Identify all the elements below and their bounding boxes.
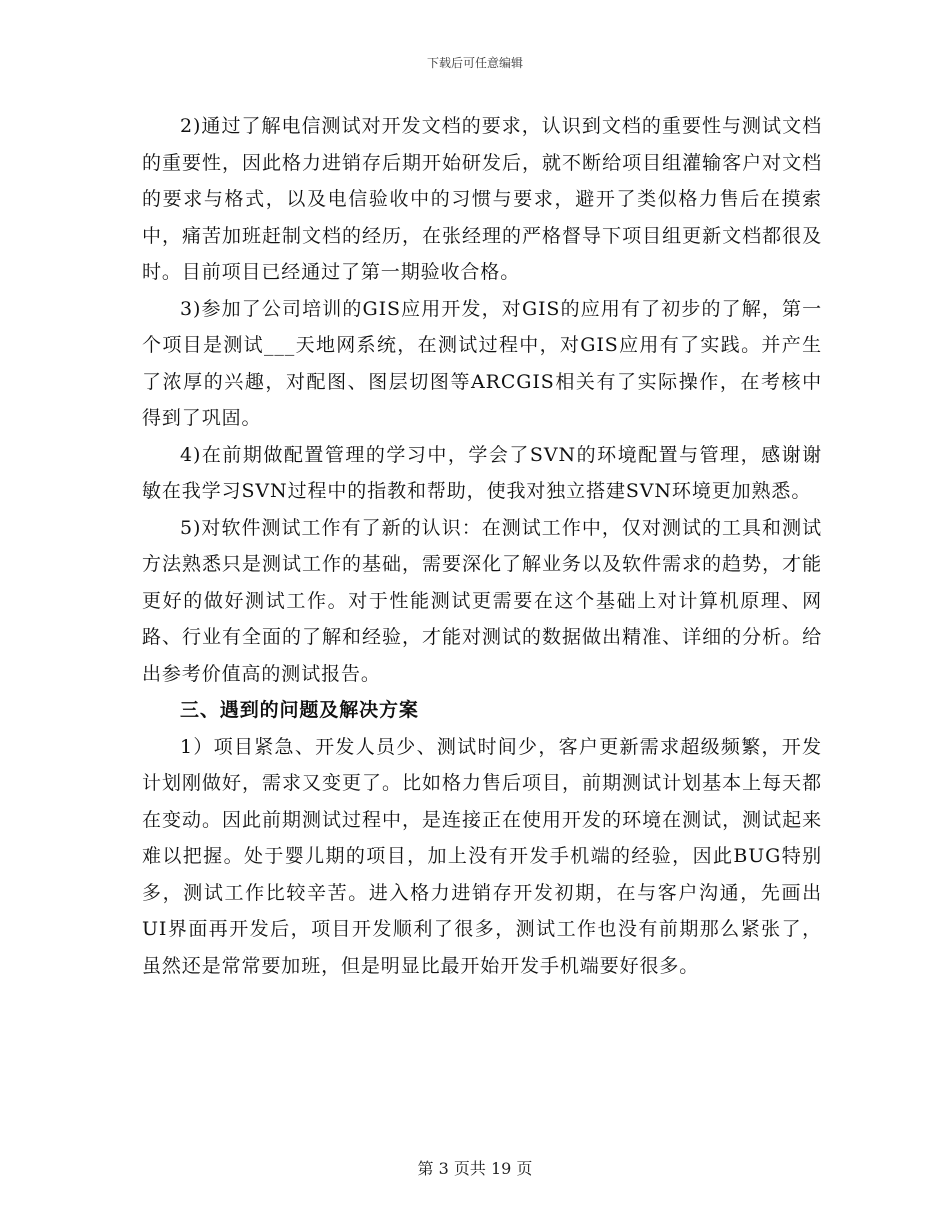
- page-header: 下载后可任意编辑: [426, 56, 523, 70]
- paragraph-item-5: 5)对软件测试工作有了新的认识：在测试工作中，仅对测试的工具和测试方法熟悉只是测试工作的基础，需要深化了解业务以及软件需求的趋势，才能更好的做好测试工作。对于性能测试更需要在这个基础上对计算机原理、网路、行业有全面的了解和经验，才能对测试的数据做出精准、详细的分析。给出参考价值高的测试报告。: [142, 516, 822, 685]
- paragraph-item-4: 4)在前期做配置管理的学习中，学会了SVN的环境配置与管理，感谢谢敏在我学习SVN过程中的指教和帮助，使我对独立搭建SVN环境更加熟悉。: [142, 443, 822, 502]
- paragraph-item-2: 2)通过了解电信测试对开发文档的要求，认识到文档的重要性与测试文档的重要性，因此格力进销存后期开始研发后，就不断给项目组灌输客户对文档的要求与格式，以及电信验收中的习惯与要求，避开了类似格力售后在摸索中，痛苦加班赶制文档的经历，在张经理的严格督导下项目组更新文档都很及时。目前项目已经通过了第一期验收合格。: [142, 115, 822, 283]
- document-body: [142, 108, 822, 984]
- paragraph-item-3: 3)参加了公司培训的GIS应用开发，对GIS的应用有了初步的了解，第一个项目是测试___天地网系统，在测试过程中，对GIS应用有了实践。并产生了浓厚的兴趣，对配图、图层切图等ARCGIS相关有了实际操作，在考核中得到了巩固。: [142, 297, 822, 429]
- page-footer: 第 3 页共 19 页: [417, 1159, 533, 1178]
- section-heading: 三、遇到的问题及解决方案: [180, 699, 419, 721]
- problem-paragraph-1: 1）项目紧急、开发人员少、测试时间少，客户更新需求超级频繁，开发计划刚做好，需求又变更了。比如格力售后项目，前期测试计划基本上每天都在变动。因此前期测试过程中，是连接正在使用开发的环境在测试，测试起来难以把握。处于婴儿期的项目，加上没有开发手机端的经验，因此BUG特别多，测试工作比较辛苦。进入格力进销存开发初期，在与客户沟通，先画出UI界面再开发后，项目开发顺利了很多，测试工作也没有前期那么紧张了，虽然还是常常要加班，但是明显比最开始开发手机端要好很多。: [142, 735, 822, 977]
